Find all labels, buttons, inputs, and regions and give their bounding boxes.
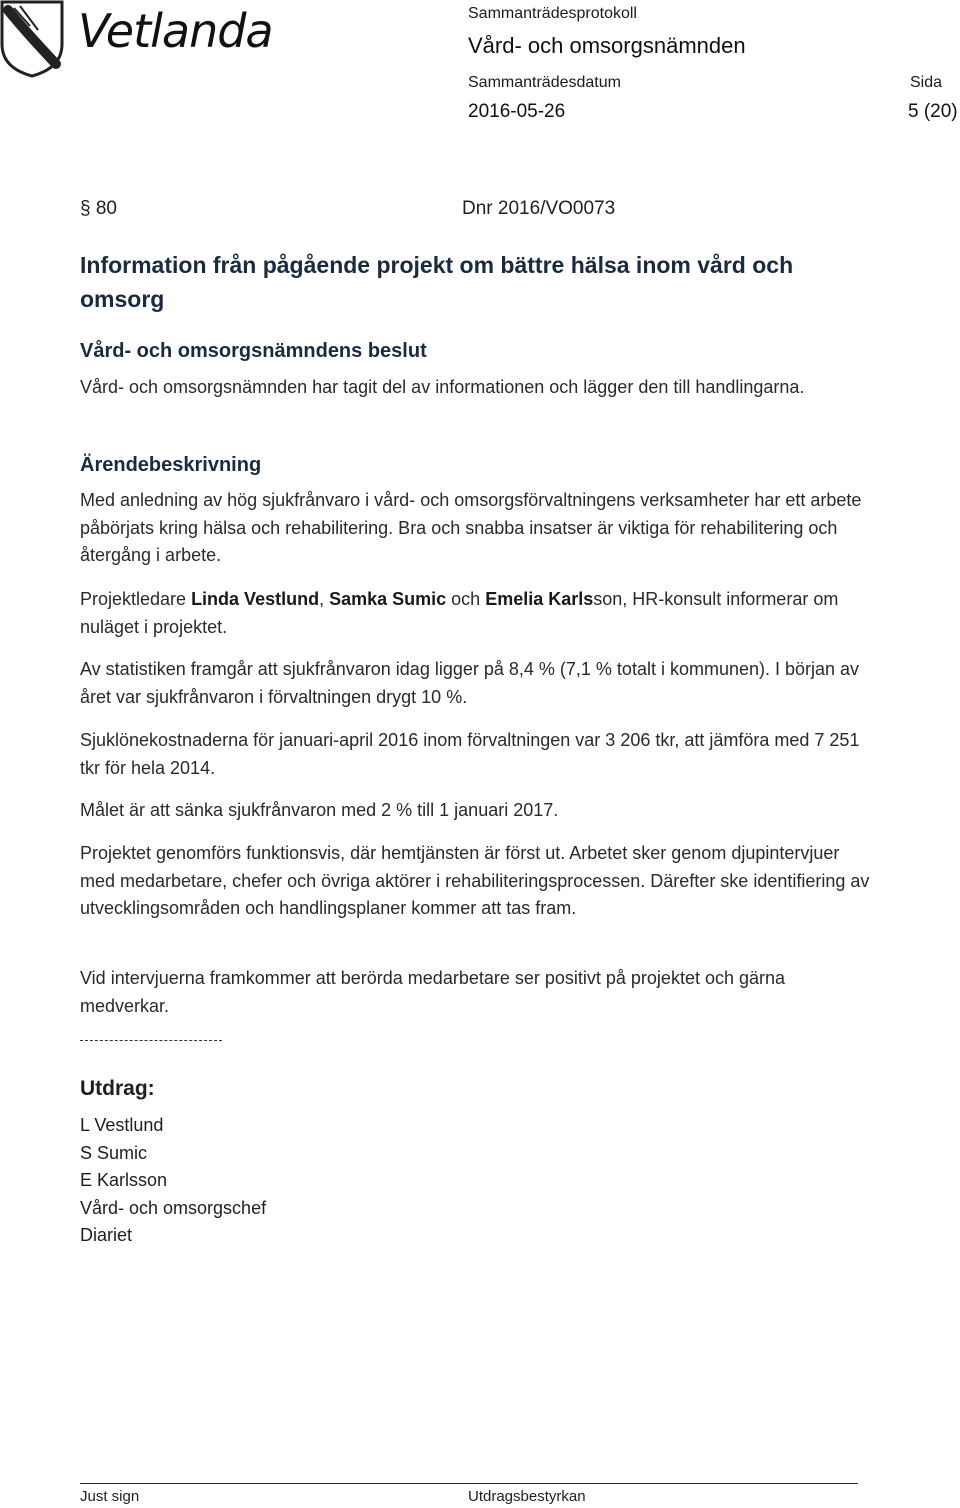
sign-label: Just sign: [80, 1488, 140, 1505]
recipient-list: [80, 1112, 266, 1250]
decision-text: Vård- och omsorgsnämnden har tagit del av informationen och lägger den till handlingarna.: [80, 377, 805, 397]
verification-label: Utdragsbestyrkan: [468, 1488, 586, 1505]
extract-heading: Utdrag:: [80, 1077, 155, 1100]
diary-number: Dnr 2016/VO0073: [462, 198, 616, 219]
description-paragraph-4: Sjuklönekostnaderna för januari-april 2016 inom förvaltningen var 3 206 tkr, att jämföra med 7 251 tkr för hela 2014.: [80, 730, 860, 778]
description-paragraph-7: Vid intervjuerna framkommer att berörda medarbetare ser positivt på projektet och gärna medverkar.: [80, 968, 786, 1016]
protocol-label: Sammanträdesprotokoll: [468, 5, 637, 22]
meeting-date: 2016-05-26: [468, 101, 566, 122]
recipient: Vård- och omsorgschef: [80, 1197, 267, 1218]
description-paragraph-2: Projektledare Linda Vestlund, Samka Sumic och Emelia Karlsson, HR-konsult informerar om nuläget i projektet.: [80, 589, 839, 637]
case-title: Information från pågående projekt om bättre hälsa inom vård och omsorg: [80, 252, 794, 312]
recipient: S Sumic: [80, 1142, 148, 1163]
person-name: Emelia Karls: [485, 589, 594, 609]
page-number: 5 (20): [908, 101, 958, 122]
date-label: Sammanträdesdatum: [468, 74, 621, 91]
recipient: L Vestlund: [80, 1115, 164, 1135]
committee-name: Vård- och omsorgsnämnden: [468, 33, 746, 58]
section-number: § 80: [80, 198, 117, 219]
person-name: Linda Vestlund: [191, 589, 320, 609]
vetlanda-logo: [0, 0, 300, 80]
footer-rule: [80, 1483, 858, 1484]
logo-wordmark: Vetlanda: [78, 4, 273, 58]
person-name: Samka Sumic: [329, 589, 447, 609]
decision-heading: Vård- och omsorgsnämndens beslut: [80, 340, 427, 362]
description-paragraph-1: Med anledning av hög sjukfrånvaro i vård- och omsorgsförvaltningens verksamheter har ett arbete påbörjats kring hälsa och rehabilitering. Bra och snabba insatser är viktiga för rehabilitering och återgång i arbete.: [80, 490, 862, 565]
page-label: Sida: [910, 74, 943, 91]
description-paragraph-5: Målet är att sänka sjukfrånvaron med 2 % till 1 januari 2017.: [80, 800, 559, 820]
recipient: Diariet: [80, 1225, 133, 1245]
coat-of-arms-icon: [0, 0, 72, 78]
separator-dashes: [80, 1040, 222, 1041]
description-heading: Ärendebeskrivning: [80, 454, 262, 476]
description-paragraph-6: Projektet genomförs funktionsvis, där hemtjänsten är först ut. Arbetet sker genom djupintervjuer med medarbetare, chefer och övriga aktörer i rehabiliteringsprocessen. Därefter ske identifiering av utvecklingsområden och handlingsplaner kommer att tas fram.: [80, 843, 870, 918]
description-paragraph-3: Av statistiken framgår att sjukfrånvaron idag ligger på 8,4 % (7,1 % totalt i kommunen). I början av året var sjukfrånvaron i förvaltningen drygt 10 %.: [80, 659, 860, 707]
recipient: E Karlsson: [80, 1170, 168, 1190]
